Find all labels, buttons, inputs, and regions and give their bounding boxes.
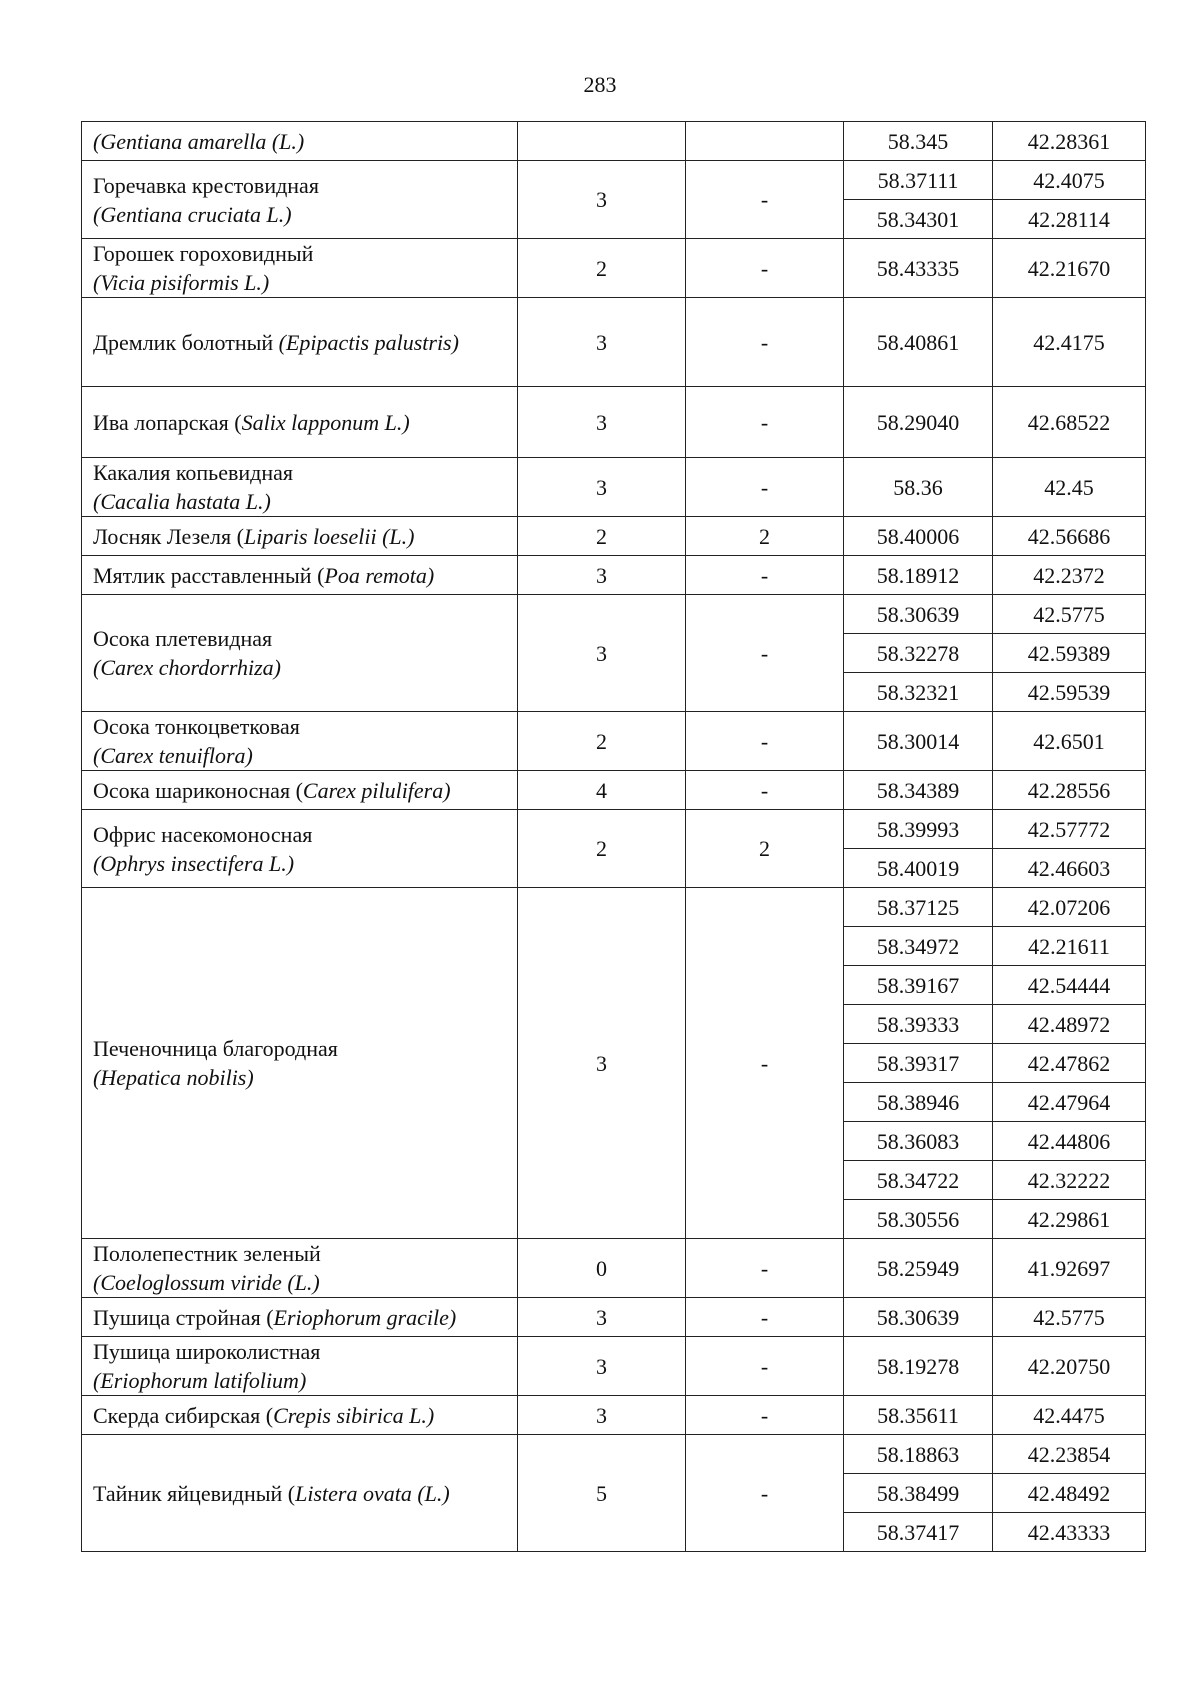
species-name-cell bbox=[82, 298, 518, 387]
species-name-cell bbox=[82, 1298, 518, 1337]
table-row bbox=[82, 888, 1146, 927]
longitude-cell: 41.92697 bbox=[993, 1239, 1146, 1298]
latitude-cell: 58.36 bbox=[844, 458, 993, 517]
longitude-cell: 42.5775 bbox=[993, 1298, 1146, 1337]
category-cell: 3 bbox=[518, 1337, 686, 1396]
species-name-cell bbox=[82, 122, 518, 161]
species-name-latin: Liparis loeselii (L.) bbox=[243, 523, 415, 549]
species-name-latin: (Gentiana cruciata L.) bbox=[93, 201, 292, 227]
longitude-cell: 42.28361 bbox=[993, 122, 1146, 161]
latitude-cell: 58.18863 bbox=[844, 1435, 993, 1474]
species-name-ru: Тайник яйцевидный ( bbox=[93, 1480, 296, 1506]
species-name-ru: Осока тонкоцветковая bbox=[93, 714, 300, 739]
longitude-cell: 42.48972 bbox=[993, 1005, 1146, 1044]
status-cell: - bbox=[686, 712, 844, 771]
latitude-cell: 58.39333 bbox=[844, 1005, 993, 1044]
status-cell: - bbox=[686, 595, 844, 712]
species-name-latin: (Carex tenuiflora) bbox=[93, 743, 253, 768]
species-name-latin: (Gentiana amarella (L.) bbox=[93, 128, 305, 154]
species-name-latin: (Epipactis palustris) bbox=[278, 329, 459, 355]
status-cell: - bbox=[686, 161, 844, 239]
longitude-cell: 42.59539 bbox=[993, 673, 1146, 712]
status-cell: - bbox=[686, 458, 844, 517]
species-name-cell bbox=[82, 161, 518, 239]
category-cell: 3 bbox=[518, 387, 686, 458]
species-name-cell bbox=[82, 517, 518, 556]
species-name-ru: Пололепестник зеленый bbox=[93, 1241, 321, 1266]
species-name-ru: Дремлик болотный bbox=[93, 329, 279, 355]
category-cell: 2 bbox=[518, 810, 686, 888]
species-name-ru: Горечавка крестовидная bbox=[93, 172, 319, 198]
latitude-cell: 58.37125 bbox=[844, 888, 993, 927]
species-name-ru: Печеночница благородная bbox=[93, 1036, 338, 1061]
longitude-cell: 42.23854 bbox=[993, 1435, 1146, 1474]
longitude-cell: 42.28556 bbox=[993, 771, 1146, 810]
status-cell: 2 bbox=[686, 810, 844, 888]
latitude-cell: 58.36083 bbox=[844, 1122, 993, 1161]
page-number: 283 bbox=[583, 72, 617, 97]
status-cell: - bbox=[686, 771, 844, 810]
species-name-cell bbox=[82, 810, 518, 888]
table-row bbox=[82, 458, 1146, 517]
longitude-cell: 42.29861 bbox=[993, 1200, 1146, 1239]
status-cell bbox=[686, 122, 844, 161]
table-row bbox=[82, 161, 1146, 200]
category-cell: 3 bbox=[518, 1298, 686, 1337]
longitude-cell: 42.48492 bbox=[993, 1474, 1146, 1513]
latitude-cell: 58.34972 bbox=[844, 927, 993, 966]
longitude-cell: 42.56686 bbox=[993, 517, 1146, 556]
species-name-cell bbox=[82, 771, 518, 810]
table-row bbox=[82, 517, 1146, 556]
category-cell: 2 bbox=[518, 712, 686, 771]
longitude-cell: 42.32222 bbox=[993, 1161, 1146, 1200]
longitude-cell: 42.20750 bbox=[993, 1337, 1146, 1396]
species-name-latin: (Hepatica nobilis) bbox=[93, 1065, 254, 1090]
status-cell: - bbox=[686, 239, 844, 298]
species-name-ru: Мятлик расставленный ( bbox=[93, 562, 325, 588]
latitude-cell: 58.35611 bbox=[844, 1396, 993, 1435]
table-row bbox=[82, 1337, 1146, 1396]
table-row bbox=[82, 595, 1146, 634]
category-cell: 3 bbox=[518, 458, 686, 517]
species-name-latin: Crepis sibirica L.) bbox=[273, 1402, 435, 1428]
species-name-cell bbox=[82, 556, 518, 595]
category-cell bbox=[518, 122, 686, 161]
species-name-latin: Salix lapponum L.) bbox=[241, 409, 410, 435]
species-name-ru: Осока плетевидная bbox=[93, 626, 273, 651]
latitude-cell: 58.37111 bbox=[844, 161, 993, 200]
longitude-cell: 42.44806 bbox=[993, 1122, 1146, 1161]
species-name-ru: Скерда сибирская ( bbox=[93, 1402, 274, 1428]
species-name-ru: Какалия копьевидная bbox=[93, 460, 293, 485]
longitude-cell: 42.45 bbox=[993, 458, 1146, 517]
latitude-cell: 58.19278 bbox=[844, 1337, 993, 1396]
latitude-cell: 58.40861 bbox=[844, 298, 993, 387]
category-cell: 3 bbox=[518, 1396, 686, 1435]
longitude-cell: 42.21611 bbox=[993, 927, 1146, 966]
species-name-cell bbox=[82, 712, 518, 771]
category-cell: 3 bbox=[518, 298, 686, 387]
species-name-latin: (Carex chordorrhiza) bbox=[93, 655, 282, 680]
longitude-cell: 42.4175 bbox=[993, 298, 1146, 387]
table-row bbox=[82, 122, 1146, 161]
table-row bbox=[82, 298, 1146, 387]
species-name-ru: Ива лопарская ( bbox=[93, 409, 242, 435]
category-cell: 3 bbox=[518, 161, 686, 239]
species-name-ru: Горошек гороховидный bbox=[93, 241, 314, 266]
table-row bbox=[82, 810, 1146, 849]
species-name-cell bbox=[82, 1396, 518, 1435]
category-cell: 3 bbox=[518, 888, 686, 1239]
longitude-cell: 42.59389 bbox=[993, 634, 1146, 673]
longitude-cell: 42.07206 bbox=[993, 888, 1146, 927]
longitude-cell: 42.6501 bbox=[993, 712, 1146, 771]
species-name-cell bbox=[82, 1435, 518, 1552]
table-row bbox=[82, 712, 1146, 771]
longitude-cell: 42.4075 bbox=[993, 161, 1146, 200]
status-cell: - bbox=[686, 556, 844, 595]
category-cell: 4 bbox=[518, 771, 686, 810]
status-cell: - bbox=[686, 1396, 844, 1435]
latitude-cell: 58.40019 bbox=[844, 849, 993, 888]
species-name-ru: Пушица широколистная bbox=[93, 1339, 321, 1364]
longitude-cell: 42.47964 bbox=[993, 1083, 1146, 1122]
species-name-cell bbox=[82, 387, 518, 458]
table-row bbox=[82, 1396, 1146, 1435]
status-cell: - bbox=[686, 1435, 844, 1552]
status-cell: - bbox=[686, 1239, 844, 1298]
species-name-cell bbox=[82, 239, 518, 298]
latitude-cell: 58.25949 bbox=[844, 1239, 993, 1298]
species-name-cell bbox=[82, 888, 518, 1239]
latitude-cell: 58.34389 bbox=[844, 771, 993, 810]
latitude-cell: 58.29040 bbox=[844, 387, 993, 458]
table-row bbox=[82, 1435, 1146, 1474]
longitude-cell: 42.47862 bbox=[993, 1044, 1146, 1083]
longitude-cell: 42.54444 bbox=[993, 966, 1146, 1005]
species-name-ru: Лосняк Лезеля ( bbox=[93, 523, 244, 549]
latitude-cell: 58.18912 bbox=[844, 556, 993, 595]
latitude-cell: 58.32278 bbox=[844, 634, 993, 673]
status-cell: - bbox=[686, 1298, 844, 1337]
latitude-cell: 58.38499 bbox=[844, 1474, 993, 1513]
latitude-cell: 58.39167 bbox=[844, 966, 993, 1005]
latitude-cell: 58.32321 bbox=[844, 673, 993, 712]
status-cell: - bbox=[686, 888, 844, 1239]
species-name-latin: Listera ovata (L.) bbox=[295, 1480, 450, 1506]
category-cell: 2 bbox=[518, 239, 686, 298]
species-name-latin: Poa remota) bbox=[324, 562, 435, 588]
latitude-cell: 58.39317 bbox=[844, 1044, 993, 1083]
category-cell: 2 bbox=[518, 517, 686, 556]
species-name-cell bbox=[82, 1239, 518, 1298]
status-cell: - bbox=[686, 1337, 844, 1396]
species-name-ru: Офрис насекомоносная bbox=[93, 821, 313, 847]
species-name-ru: Пушица стройная ( bbox=[93, 1304, 274, 1330]
species-name-ru: Осока шариконосная ( bbox=[93, 777, 303, 803]
species-name-latin: (Ophrys insectifera L.) bbox=[93, 850, 295, 876]
longitude-cell: 42.68522 bbox=[993, 387, 1146, 458]
latitude-cell: 58.34301 bbox=[844, 200, 993, 239]
species-name-latin: (Coeloglossum viride (L.) bbox=[93, 1270, 320, 1295]
longitude-cell: 42.28114 bbox=[993, 200, 1146, 239]
status-cell: - bbox=[686, 387, 844, 458]
latitude-cell: 58.30639 bbox=[844, 1298, 993, 1337]
category-cell: 0 bbox=[518, 1239, 686, 1298]
table-row bbox=[82, 1298, 1146, 1337]
table-row bbox=[82, 771, 1146, 810]
latitude-cell: 58.43335 bbox=[844, 239, 993, 298]
species-name-cell bbox=[82, 458, 518, 517]
longitude-cell: 42.57772 bbox=[993, 810, 1146, 849]
table-row bbox=[82, 387, 1146, 458]
category-cell: 5 bbox=[518, 1435, 686, 1552]
latitude-cell: 58.345 bbox=[844, 122, 993, 161]
species-name-cell bbox=[82, 1337, 518, 1396]
latitude-cell: 58.30639 bbox=[844, 595, 993, 634]
longitude-cell: 42.2372 bbox=[993, 556, 1146, 595]
latitude-cell: 58.30556 bbox=[844, 1200, 993, 1239]
longitude-cell: 42.46603 bbox=[993, 849, 1146, 888]
species-name-latin: (Vicia pisiformis L.) bbox=[93, 270, 270, 295]
status-cell: 2 bbox=[686, 517, 844, 556]
species-name-latin: Eriophorum gracile) bbox=[273, 1304, 457, 1330]
species-name-latin: (Cacalia hastata L.) bbox=[93, 489, 271, 514]
species-name-cell bbox=[82, 595, 518, 712]
latitude-cell: 58.39993 bbox=[844, 810, 993, 849]
category-cell: 3 bbox=[518, 556, 686, 595]
longitude-cell: 42.21670 bbox=[993, 239, 1146, 298]
longitude-cell: 42.43333 bbox=[993, 1513, 1146, 1552]
species-table bbox=[81, 121, 1146, 1552]
table-row bbox=[82, 556, 1146, 595]
latitude-cell: 58.34722 bbox=[844, 1161, 993, 1200]
latitude-cell: 58.40006 bbox=[844, 517, 993, 556]
table-row bbox=[82, 1239, 1146, 1298]
category-cell: 3 bbox=[518, 595, 686, 712]
species-name-latin: Carex pilulifera) bbox=[302, 777, 451, 803]
table-row bbox=[82, 239, 1146, 298]
status-cell: - bbox=[686, 298, 844, 387]
latitude-cell: 58.30014 bbox=[844, 712, 993, 771]
latitude-cell: 58.37417 bbox=[844, 1513, 993, 1552]
latitude-cell: 58.38946 bbox=[844, 1083, 993, 1122]
longitude-cell: 42.5775 bbox=[993, 595, 1146, 634]
species-name-latin: (Eriophorum latifolium) bbox=[93, 1368, 307, 1393]
longitude-cell: 42.4475 bbox=[993, 1396, 1146, 1435]
